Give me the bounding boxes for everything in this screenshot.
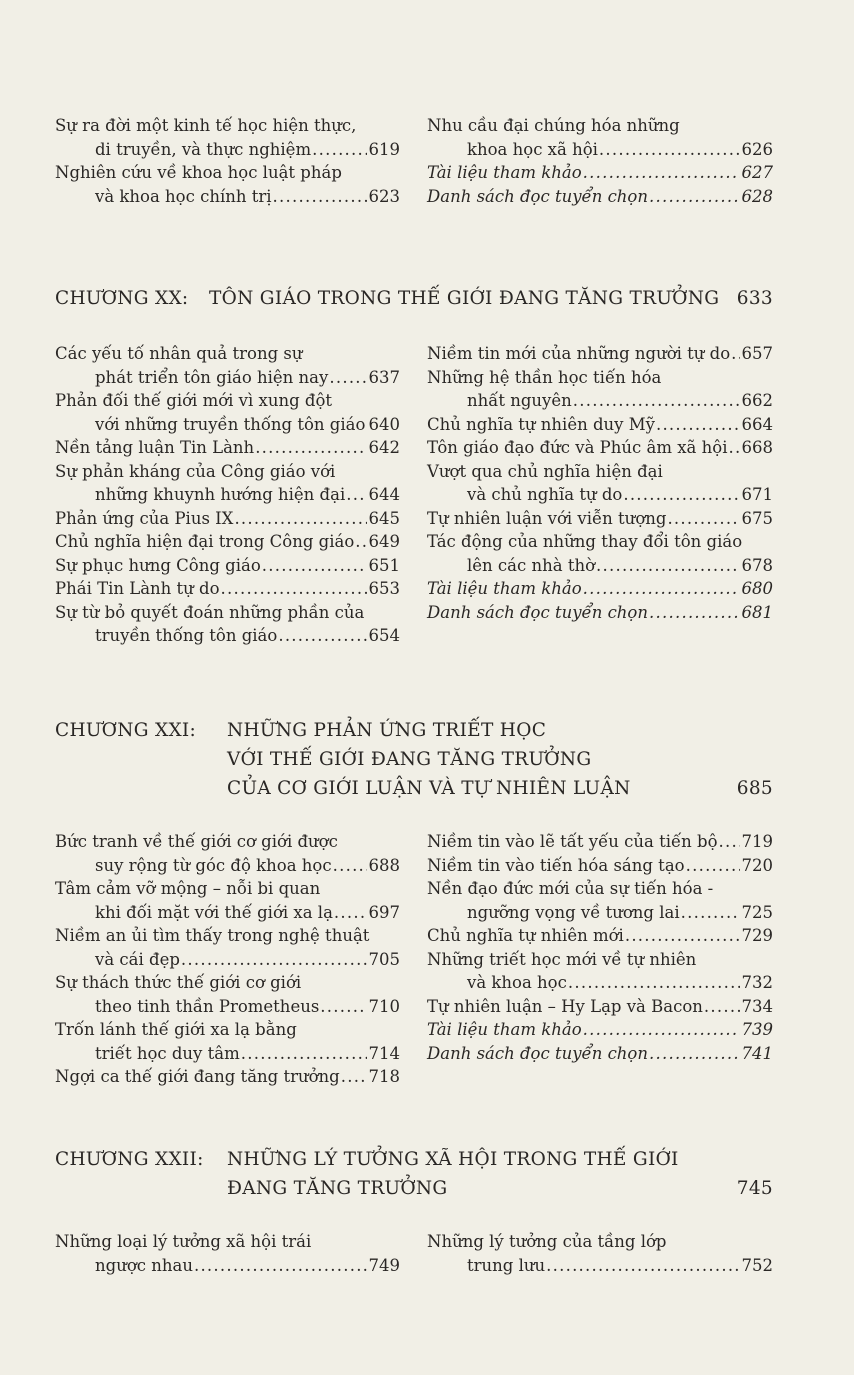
chapter-title-line: VỚI THẾ GIỚI ĐANG TĂNG TRƯỞNG [227,749,592,770]
leader-dots [329,366,366,390]
page-number: 710 [368,996,400,1016]
toc-entry [427,436,773,460]
entry-title: Trốn lánh thế giới xa lạ bằng [55,1020,297,1039]
page-number: 749 [368,1255,400,1275]
toc-entry [427,948,773,995]
ch20-left-column [55,342,400,648]
chapter-page: 633 [736,288,773,309]
page-number: 649 [368,532,400,551]
page-number: 734 [741,996,773,1016]
entry-title: Danh sách đọc tuyển chọn [427,602,648,622]
leader-dots [312,138,366,162]
leader-dots [241,1042,367,1066]
page-number: 654 [368,626,400,645]
entry-title-cont: và khoa học [467,973,567,992]
toc-entry-reading-list [427,601,773,625]
toc-entry-references [427,161,773,185]
entry-title-cont: và khoa học chính trị [95,186,272,206]
chapter-title-line: ĐANG TĂNG TRƯỞNG [227,1178,448,1199]
toc-entry-references [427,1018,773,1042]
page-number: 714 [368,1043,400,1063]
page-number: 675 [741,508,773,528]
entry-title-cont: khi đối mặt với thế giới xa lạ [95,902,333,922]
toc-entry-reading-list [427,1042,773,1066]
leader-dots [255,436,366,460]
entry-title-cont: theo tinh thần Prometheus [95,996,320,1016]
toc-entry [55,507,400,531]
entry-title: Chủ nghĩa hiện đại trong Công giáo [55,532,355,551]
toc-entry [55,577,400,601]
page-number: 697 [368,902,400,922]
leader-dots [234,507,366,531]
entry-title: Tài liệu tham khảo [427,1020,582,1039]
entry-title-cont: những khuynh hướng hiện đại [95,485,346,504]
entry-title: Bức tranh về thế giới cơ giới được [55,832,338,851]
ch20-right-column [427,342,773,624]
toc-entry [55,924,400,971]
entry-title: Những lý tưởng của tầng lớp [427,1232,667,1251]
entry-title: Nền đạo đức mới của sự tiến hóa - [427,879,714,898]
entry-title: Phái Tin Lành tự do [55,579,220,598]
entry-title: Danh sách đọc tuyển chọn [427,1043,648,1063]
top-right-column [427,114,773,208]
page-number: 725 [741,902,773,922]
toc-entry [427,460,773,507]
leader-dots [681,901,740,925]
entry-title-cont: trung lưu [467,1255,546,1275]
leader-dots [334,901,367,925]
leader-dots [262,554,367,578]
entry-title-cont: di truyền, và thực nghiệm [95,139,312,159]
entry-title: Nghiên cứu về khoa học luật pháp [55,163,342,182]
entry-title-cont: truyền thống tôn giáo [95,626,278,645]
entry-title: Tôn giáo đạo đức và Phúc âm xã hội [427,438,728,457]
ch22-right-column [427,1230,773,1277]
entry-title: Tự nhiên luận – Hy Lạp và Bacon [427,996,703,1016]
entry-title: Sự phản kháng của Công giáo với [55,461,336,481]
page-number: 664 [741,414,773,434]
page-number: 688 [368,855,400,875]
toc-entry [55,1018,400,1065]
leader-dots [278,624,366,648]
toc-entry [55,460,400,507]
page-number: 741 [741,1043,773,1063]
toc-entry [427,1230,773,1277]
page-number: 739 [741,1020,773,1039]
entry-title-cont: triết học duy tâm [95,1043,240,1063]
entry-title: Danh sách đọc tuyển chọn [427,186,648,206]
leader-dots [346,483,366,507]
leader-dots [731,342,739,366]
entry-title: Phản đối thế giới mới vì xung đột [55,391,333,410]
leader-dots [333,854,367,878]
toc-entry [427,413,773,437]
page-number: 651 [368,555,400,575]
entry-title: Chủ nghĩa tự nhiên mới [427,926,624,945]
page-number: 681 [741,602,773,622]
page-number: 719 [741,832,773,851]
toc-entry [427,995,773,1019]
toc-entry [55,601,400,648]
entry-title-cont: với những truyền thống tôn giáo [95,414,366,434]
leader-dots [546,1254,739,1278]
leader-dots [667,507,739,531]
entry-title: Niềm tin vào tiến hóa sáng tạo [427,855,685,875]
entry-title: Tài liệu tham khảo [427,579,582,598]
page-number: 626 [741,139,773,159]
leader-dots [649,601,740,625]
entry-title-cont: suy rộng từ góc độ khoa học [95,855,332,875]
toc-entry [427,366,773,413]
entry-title: Những triết học mới về tự nhiên [427,949,697,969]
page-number: 705 [368,949,400,969]
ch22-left-column [55,1230,400,1277]
entry-title: Chủ nghĩa tự nhiên duy Mỹ [427,414,655,434]
toc-entry [55,342,400,389]
ch21-left-column [55,830,400,1089]
page-number: 619 [368,139,400,159]
entry-title-cont: phát triển tôn giáo hiện nay [95,367,329,387]
toc-entry [55,530,400,554]
entry-title: Sự phục hưng Công giáo [55,555,261,575]
page-number: 718 [368,1067,400,1086]
leader-dots [625,924,740,948]
page-number: 732 [741,973,773,992]
entry-title: Sự ra đời một kinh tế học hiện thực, [55,116,357,135]
toc-entry-references [427,577,773,601]
entry-title-cont: và cái đẹp [95,949,180,969]
entry-title-cont: ngưỡng vọng về tương lai [467,902,680,922]
toc-entry [55,114,400,161]
page-number: 628 [741,186,773,206]
chapter-title-line: NHỮNG LÝ TƯỞNG XÃ HỘI TRONG THẾ GIỚI [227,1149,679,1170]
entry-title: Những loại lý tưởng xã hội trái [55,1232,312,1251]
leader-dots [583,1018,740,1042]
leader-dots [320,995,366,1019]
leader-dots [583,161,740,185]
toc-entry-reading-list [427,185,773,209]
page-number: 678 [741,555,773,575]
page-number: 640 [368,414,400,434]
page-number: 623 [368,186,400,206]
leader-dots [599,138,740,162]
entry-title: Phản ứng của Pius IX [55,508,234,528]
entry-title-cont: ngược nhau [95,1255,193,1275]
toc-entry [55,1065,400,1089]
entry-title: Sự thách thức thế giới cơ giới [55,973,302,992]
page-number: 642 [368,438,400,457]
leader-dots [719,830,740,854]
leader-dots [649,185,740,209]
chapter-21-heading [55,716,773,806]
toc-entry [427,342,773,366]
page-number: 645 [368,508,400,528]
entry-title-cont: lên các nhà thờ [467,555,596,575]
entry-title: Tự nhiên luận với viễn tượng [427,508,667,528]
toc-entry [55,830,400,877]
entry-title: Niềm tin vào lẽ tất yếu của tiến bộ [427,832,718,851]
entry-title: Vượt qua chủ nghĩa hiện đại [427,461,663,481]
entry-title: Các yếu tố nhân quả trong sự [55,344,303,363]
entry-title: Những hệ thần học tiến hóa [427,367,662,387]
toc-entry [427,877,773,924]
leader-dots [573,389,740,413]
chapter-page: 745 [736,1178,773,1199]
page-number: 653 [368,579,400,598]
toc-entry [55,436,400,460]
page-number: 668 [741,438,773,457]
entry-title: Tài liệu tham khảo [427,163,582,182]
toc-entry [55,1230,400,1277]
page-number: 720 [741,855,773,875]
leader-dots [221,577,367,601]
toc-entry [427,530,773,577]
leader-dots [341,1065,367,1089]
page-number: 627 [741,163,773,182]
leader-dots [194,1254,367,1278]
page-number: 680 [741,579,773,598]
entry-title-cont: và chủ nghĩa tự do [467,485,623,504]
chapter-title-line: NHỮNG PHẢN ỨNG TRIẾT HỌC [227,720,547,741]
ch21-right-column [427,830,773,1065]
entry-title: Niềm an ủi tìm thấy trong nghệ thuật [55,926,370,945]
toc-entry [427,924,773,948]
toc-entry [427,114,773,161]
leader-dots [583,577,740,601]
chapter-20-heading [55,284,773,314]
chapter-label: CHƯƠNG XXI: [55,720,197,741]
chapter-22-heading [55,1145,773,1205]
toc-entry [55,161,400,208]
toc-entry [55,971,400,1018]
entry-title: Tác động của những thay đổi tôn giáo [427,532,743,551]
leader-dots [623,483,739,507]
page-number: 729 [741,926,773,945]
entry-title-cont: khoa học xã hội [467,139,598,159]
leader-dots [704,995,740,1019]
page-number: 752 [741,1255,773,1275]
toc-entry [427,507,773,531]
chapter-title-line: CỦA CƠ GIỚI LUẬN VÀ TỰ NHIÊN LUẬN [227,778,631,799]
entry-title: Tâm cảm vỡ mộng – nỗi bi quan [55,879,321,898]
leader-dots [686,854,740,878]
entry-title: Niềm tin mới của những người tự do [427,344,731,363]
chapter-page: 685 [736,778,773,799]
top-left-column [55,114,400,208]
entry-title: Nhu cầu đại chúng hóa những [427,116,680,135]
leader-dots [649,1042,740,1066]
page-number: 671 [741,485,773,504]
leader-dots [181,948,367,972]
leader-dots [656,413,740,437]
leader-dots [355,530,366,554]
entry-title: Nền tảng luận Tin Lành [55,438,255,457]
page-number: 662 [741,391,773,410]
entry-title: Ngợi ca thế giới đang tăng trưởng [55,1067,340,1086]
page-number: 637 [368,367,400,387]
toc-entry [427,854,773,878]
chapter-label: CHƯƠNG XX: [55,288,189,309]
page-number: 657 [741,344,773,363]
leader-dots [728,436,739,460]
entry-title-cont: nhất nguyên [467,391,572,410]
page-number: 644 [368,485,400,504]
leader-dots [273,185,367,209]
chapter-title: TÔN GIÁO TRONG THẾ GIỚI ĐANG TĂNG TRƯỞNG [209,288,720,309]
entry-title: Sự từ bỏ quyết đoán những phần của [55,602,365,622]
toc-entry [55,554,400,578]
toc-entry [55,877,400,924]
leader-dots [596,554,739,578]
toc-entry [427,830,773,854]
toc-entry [55,389,400,436]
leader-dots [568,971,740,995]
chapter-label: CHƯƠNG XXII: [55,1149,204,1170]
